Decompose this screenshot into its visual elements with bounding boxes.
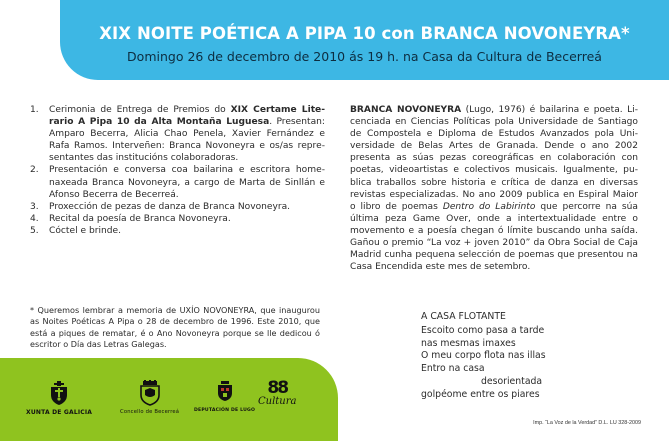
program-item-text: Cerimonia de Entrega de Premios do	[49, 105, 231, 115]
cultura-number: 88	[267, 378, 288, 398]
biography-paragraph	[350, 104, 638, 273]
poem-title: A CASA FLOTANTE	[421, 311, 506, 322]
xunta-logo	[26, 380, 92, 416]
concello-caption: Concello de Becerreá	[120, 409, 180, 415]
program-item-text: Cóctel e brinde.	[49, 225, 122, 236]
deputacion-caption: DEPUTACIÓN DE LUGO	[194, 408, 256, 413]
page-subtitle: Domingo 26 de decembro de 2010 ás 19 h. na Casa da Cultura de Becerreá	[127, 49, 602, 64]
program-item-bold: XIX Certame Literario A Pipa 10 da Alta Montaña Luguesa	[49, 105, 326, 128]
program-item-text: Recital da poesía de Branca Novoneyra.	[49, 213, 231, 224]
concello-coat-of-arms-icon	[138, 380, 162, 406]
program-item-3	[30, 201, 325, 213]
deputacion-logo	[194, 381, 255, 413]
program-item-text: Presentación e conversa coa bailarina e escritora homenaxeada Branca Novoneyra, a cargo de Marta de Sinllán e Afonso Becerra de Becerreá.	[49, 165, 325, 200]
poem-line: nas mesmas imaxes	[421, 337, 516, 349]
cultura-88-logo	[258, 380, 297, 407]
page-title: XIX NOITE POÉTICA A PIPA 10 con BRANCA NOVONEYRA*	[99, 24, 630, 43]
program-item-1	[30, 104, 325, 164]
imprint-credit: Imp. “La Voz de la Verdad” D.L. LU 328-2009	[533, 420, 641, 426]
bio-name: BRANCA NOVONEYRA	[350, 105, 462, 115]
program-item-number: 1.	[30, 105, 39, 115]
program-item-5	[30, 225, 325, 237]
poem-line: O meu corpo flota nas illas	[421, 350, 546, 362]
program-item-number: 5.	[30, 225, 39, 236]
program-item-2	[30, 164, 325, 200]
bio-text: (Lugo, 1976) é bailarina e poeta. Licenciada en Ciencias Políticas pola Universidade de Santiago de Compostela e Diploma de Estudos Avanzados pola Universidade de Belas Artes de Granada. Dende o ano 2002 presenta as súas pezas coreográficas en colaboración con poetas, videoartistas e colectivos musicais. Igualmente, publica traballos sobre historia e crítica de danza en diversas revistas especializadas. No ano 2009 publica en Espiral Maior o libro de poemas	[350, 105, 638, 212]
poem-line: Escoito como pasa a tarde	[421, 324, 545, 336]
xunta-shield-icon	[46, 380, 72, 406]
poem	[421, 311, 621, 402]
program-item-4	[30, 213, 325, 225]
cultura-word: Cultura	[258, 396, 297, 407]
program-list	[30, 104, 325, 237]
program-item-number: 3.	[30, 201, 39, 212]
poem-line: Entro na casa	[421, 363, 485, 375]
poem-line: desorientada	[481, 375, 543, 387]
bio-text: que percorre na súa última peza Game Over, onde a intertextualidade entre o movemento e a poesía chegan ó límite buscando unha saída. Gañou o premio “La voz + joven 2010” da Obra Social de Caja Madrid cunha pequena selección de poemas que presentou na Casa Encendida este mes de setembro.	[350, 201, 638, 273]
memorial-note: * Queremos lembrar a memoria de UXÍO NOVONEYRA, que inaugurou as Noites Poéticas A Pipa o 28 de decembro de 1996. Este 2010, que está a piques de rematar, é o Ano Novoneyra porque se lle dedicou ó escritor o Día das Letras Galegas.	[30, 305, 320, 350]
xunta-caption: XUNTA DE GALICIA	[26, 409, 93, 416]
program-item-text: Proxección de pezas de danza de Branca Novoneyra.	[49, 201, 291, 212]
concello-logo	[120, 380, 179, 415]
header-banner	[60, 0, 669, 80]
program-item-number: 2.	[30, 165, 39, 176]
program-item-text: . Presentan: Amparo Becerra, Alicia Chao Penela, Xavier Fernández e Rafa Ramos. Interveñen: Branca Novoneyra e os/as representantes das institucións colaboradoras.	[49, 117, 325, 164]
deputacion-crest-icon	[212, 381, 238, 405]
program-item-number: 4.	[30, 213, 39, 224]
bio-book-title: Dentro do Labirinto	[442, 201, 536, 212]
poem-line: golpéome entre os piares	[421, 388, 540, 400]
